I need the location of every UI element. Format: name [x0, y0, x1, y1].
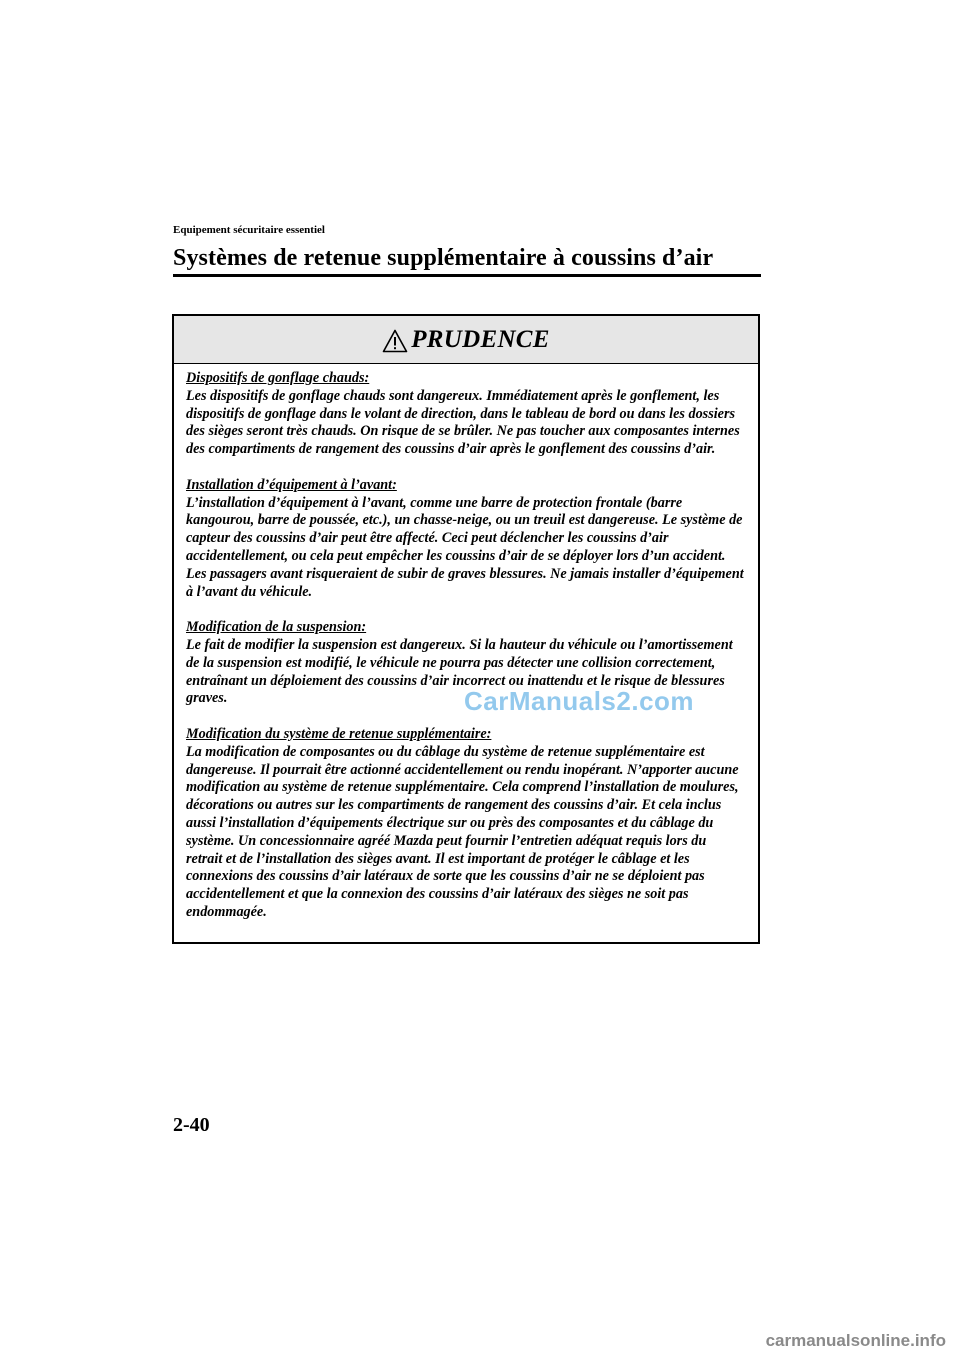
section-heading: Installation d’équipement à l’avant: — [186, 476, 397, 493]
page-title: Systèmes de retenue supplémentaire à coussins d’air — [173, 245, 714, 271]
section-text: Les dispositifs de gonflage chauds sont dangereux. Immédiatement après le gonflement, les dispositifs de gonflage dans le volant de direction, dans le tableau de bord ou dans les dossiers des sièges seront très chauds. On risque de se brûler. Ne pas toucher aux composantes internes des compartiments de rangement des coussins d’air après le gonflement des coussins d’air. — [186, 387, 740, 458]
page-header — [173, 223, 761, 273]
caution-title: PRUDENCE — [411, 325, 550, 353]
section-heading: Dispositifs de gonflage chauds: — [186, 370, 370, 386]
section-text: L’installation d’équipement à l’avant, comme une barre de protection frontale (barre kangourou, barre de poussée, etc.), un chasse-neige, ou un treuil est dangereuse. Le système de capteur des coussins d’air peut être affecté. Ceci peut déclencher les coussins d’air accidentellement, ou cela peut empêcher les coussins d’air de se déployer lors d’un accident. Les passagers avant risqueraient de subir de graves blessures. Ne jamais installer d’équipement à l’avant du véhicule. — [186, 494, 744, 600]
caution-section-srs-modification — [186, 726, 746, 922]
section-heading: Modification de la suspension: — [186, 619, 367, 636]
title-divider — [173, 274, 761, 277]
caution-section-suspension — [186, 619, 746, 708]
watermark: CarManuals2.com — [464, 686, 695, 716]
section-label: Equipement sécuritaire essentiel — [173, 224, 325, 236]
warning-triangle-icon — [382, 329, 408, 353]
caution-box — [172, 314, 760, 944]
caution-header — [174, 316, 758, 364]
caution-body — [174, 364, 758, 922]
caution-section-front-equipment — [186, 477, 746, 602]
section-text: Le fait de modifier la suspension est dangereux. Si la hauteur du véhicule ou l’amortissement de la suspension est modifié, le véhicule ne pourra pas détecter une collision correctement, entraînant un déploiement des coussins d’air incorrect ou inattendu et le risque de blessures graves. — [186, 636, 733, 707]
caution-section-hot-inflators — [186, 370, 746, 459]
section-text: La modification de composantes ou du câblage du système de retenue supplémentaire est dangereuse. Il pourrait être actionné accidentellement ou rendu inopérant. N’apporter aucune modification au système de retenue supplémentaire. Cela comprend l’installation de moulures, décorations ou autres sur les compartiments de rangement des coussins d’air. Et cela inclus aussi l’installation d’équipements électrique sur ou près des composantes et du câblage du système. Un concessionnaire agréé Mazda peut fournir l’entretien adéquat requis lors du retrait et de l’installation des sièges avant. Il est important de protéger le câblage et les connexions des coussins d’air latéraux de sorte que les coussins d’air ne se déploient pas accidentellement et que la connexion des coussins d’air latéraux des sièges ne soit pas endommagée. — [186, 743, 739, 920]
footer-site-label: carmanualsonline.info — [765, 1331, 946, 1350]
section-heading: Modification du système de retenue supplémentaire: — [186, 725, 492, 742]
page-number: 2-40 — [173, 1114, 210, 1136]
